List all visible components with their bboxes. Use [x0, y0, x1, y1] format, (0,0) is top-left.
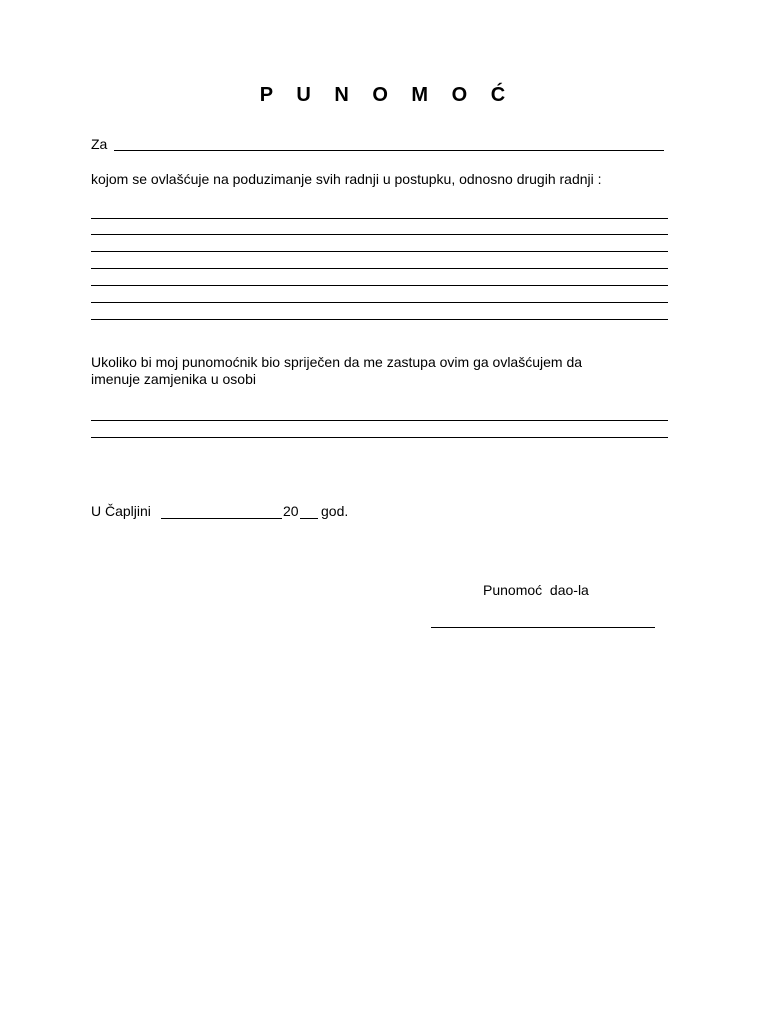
place-label: U Čapljini [91, 503, 151, 519]
authorization-blank-line[interactable] [91, 302, 668, 303]
authorization-blank-line[interactable] [91, 285, 668, 286]
authorization-blank-line[interactable] [91, 268, 668, 269]
signature-label: Punomoć dao-la [483, 582, 589, 598]
year-blank-line[interactable] [300, 518, 318, 519]
substitute-blank-line[interactable] [91, 437, 668, 438]
authorization-blank-line[interactable] [91, 234, 668, 235]
signature-blank-line[interactable] [431, 627, 655, 628]
authorization-text: kojom se ovlašćuje na poduzimanje svih radnji u postupku, odnosno drugih radnji : [91, 171, 602, 187]
document-title: P U N O M O Ć [259, 84, 515, 106]
year-suffix: god. [321, 503, 349, 519]
za-blank-line[interactable] [114, 150, 664, 151]
authorization-blank-line[interactable] [91, 218, 668, 219]
za-label: Za [91, 136, 108, 152]
substitute-blank-line[interactable] [91, 420, 668, 421]
authorization-blank-line[interactable] [91, 251, 668, 252]
authorization-blank-line[interactable] [91, 319, 668, 320]
year-prefix: 20 [283, 503, 299, 519]
substitute-text-line1: Ukoliko bi moj punomoćnik bio spriječen da me zastupa ovim ga ovlašćujem da [91, 354, 583, 370]
substitute-text-line2: imenuje zamjenika u osobi [91, 371, 256, 387]
date-blank-line[interactable] [161, 518, 282, 519]
